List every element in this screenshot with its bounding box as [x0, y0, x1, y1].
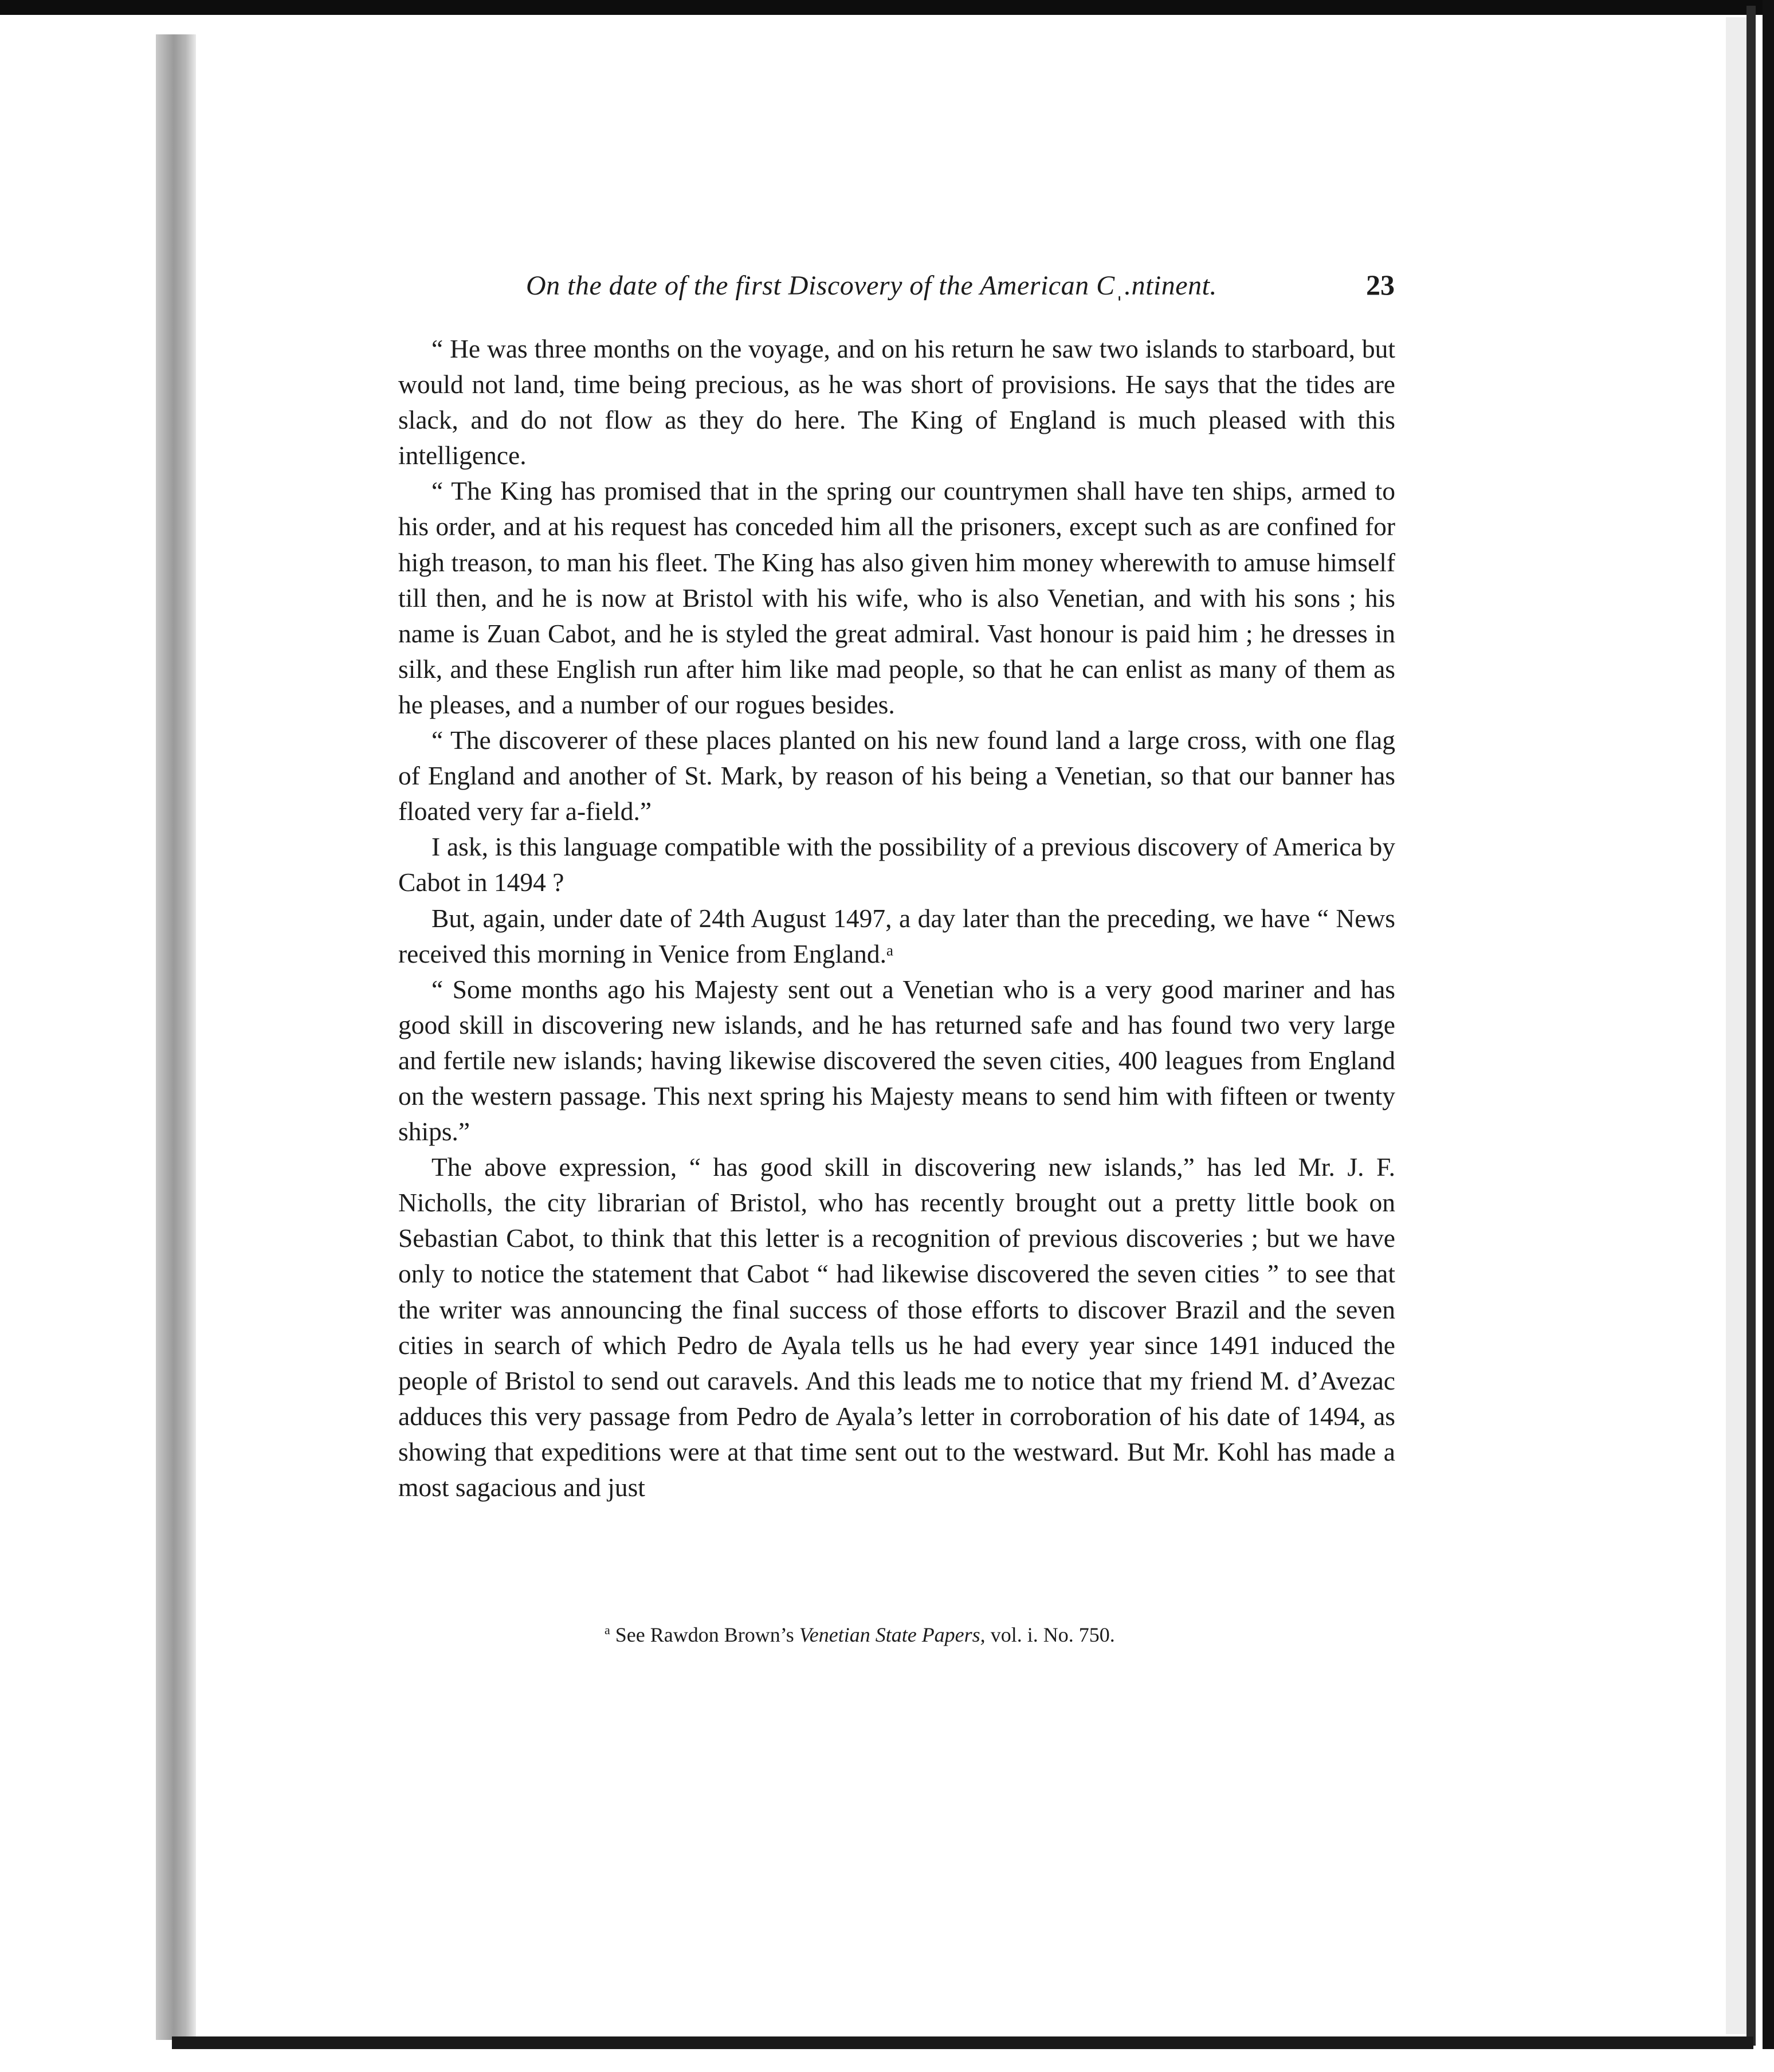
running-title: On the date of the first Discovery of the American Cˌ.ntinent.: [526, 270, 1217, 301]
scan-top-border: [0, 0, 1774, 15]
page-number: 23: [1366, 269, 1395, 301]
paragraph: I ask, is this language compatible with the possibility of a previous discovery of America by Cabot in 1494 ?: [398, 832, 1395, 897]
footnote: [605, 1623, 1407, 1647]
scan-bottom-margin: [0, 2049, 1774, 2072]
book-binding-shadow: [156, 34, 196, 2040]
paragraph: “ The King has promised that in the spring our countrymen shall have ten ships, armed to his order, and at his request has conceded him all the prisoners, except such as are confined for high treason, to man his fleet. The King has also given him money wherewith to amuse himself till then, and he is now at Bristol with his wife, who is also Venetian, and with his sons ; his name is Zuan Cabot, and he is styled the great admiral. Vast honour is paid him ; he dresses in silk, and these English run after him like mad people, so that he can enlist as many of them as he pleases, and a number of our rogues besides.: [398, 476, 1395, 719]
footnote-italic-title: Venetian State Papers,: [799, 1623, 986, 1646]
footnote-marker: a: [605, 1623, 610, 1637]
scan-right-margin: [1726, 17, 1746, 2034]
paragraph: The above expression, “ has good skill in discovering new islands,” has led Mr. J. F. Nicholls, the city librarian of Bristol, who has recently brought out a pretty little book on Sebastian Cabot, to think that this letter is a recognition of previous discoveries ; but we have only to notice the statement that Cabot “ had likewise discovered the seven cities ” to see that the writer was announcing the final success of those efforts to discover Brazil and the seven cities in search of which Pedro de Ayala tells us he had every year since 1491 induced the people of Bristol to send out caravels. And this leads me to notice that my friend M. d’Avezac adduces this very passage from Pedro de Ayala’s letter in corroboration of his date of 1494, as showing that expeditions were at that time sent out to the westward. But Mr. Kohl has made a most sagacious and just: [398, 1152, 1395, 1502]
footnote-text-after: vol. i. No. 750.: [985, 1623, 1115, 1646]
body-text: [398, 331, 1395, 1505]
paragraph: “ He was three months on the voyage, and on his return he saw two islands to starboard, but would not land, time being precious, as he was short of provisions. He says that the tides are slack, and do not flow as they do here. The King of England is much pleased with this intelligence.: [398, 334, 1395, 470]
scan-bottom-border: [172, 2036, 1753, 2049]
paragraph: “ Some months ago his Majesty sent out a Venetian who is a very good mariner and has good skill in discovering new islands, and he has returned safe and has found two very large and fertile new islands; having likewise discovered the seven cities, 400 leagues from England on the western passage. This next spring his Majesty means to send him with fifteen or twenty ships.”: [398, 974, 1395, 1147]
scan-right-border: [1763, 0, 1774, 2072]
running-header: [526, 268, 1395, 314]
paragraph: But, again, under date of 24th August 1497, a day later than the preceding, we have “ News received this morning in Venice from England.ᵃ: [398, 903, 1395, 968]
footnote-text-before: See Rawdon Brown’s: [615, 1623, 799, 1646]
paragraph: “ The discoverer of these places planted on his new found land a large cross, with one flag of England and another of St. Mark, by reason of his being a Venetian, so that our banner has floated very far a-field.”: [398, 725, 1395, 826]
scan-right-edge: [1746, 6, 1756, 2046]
